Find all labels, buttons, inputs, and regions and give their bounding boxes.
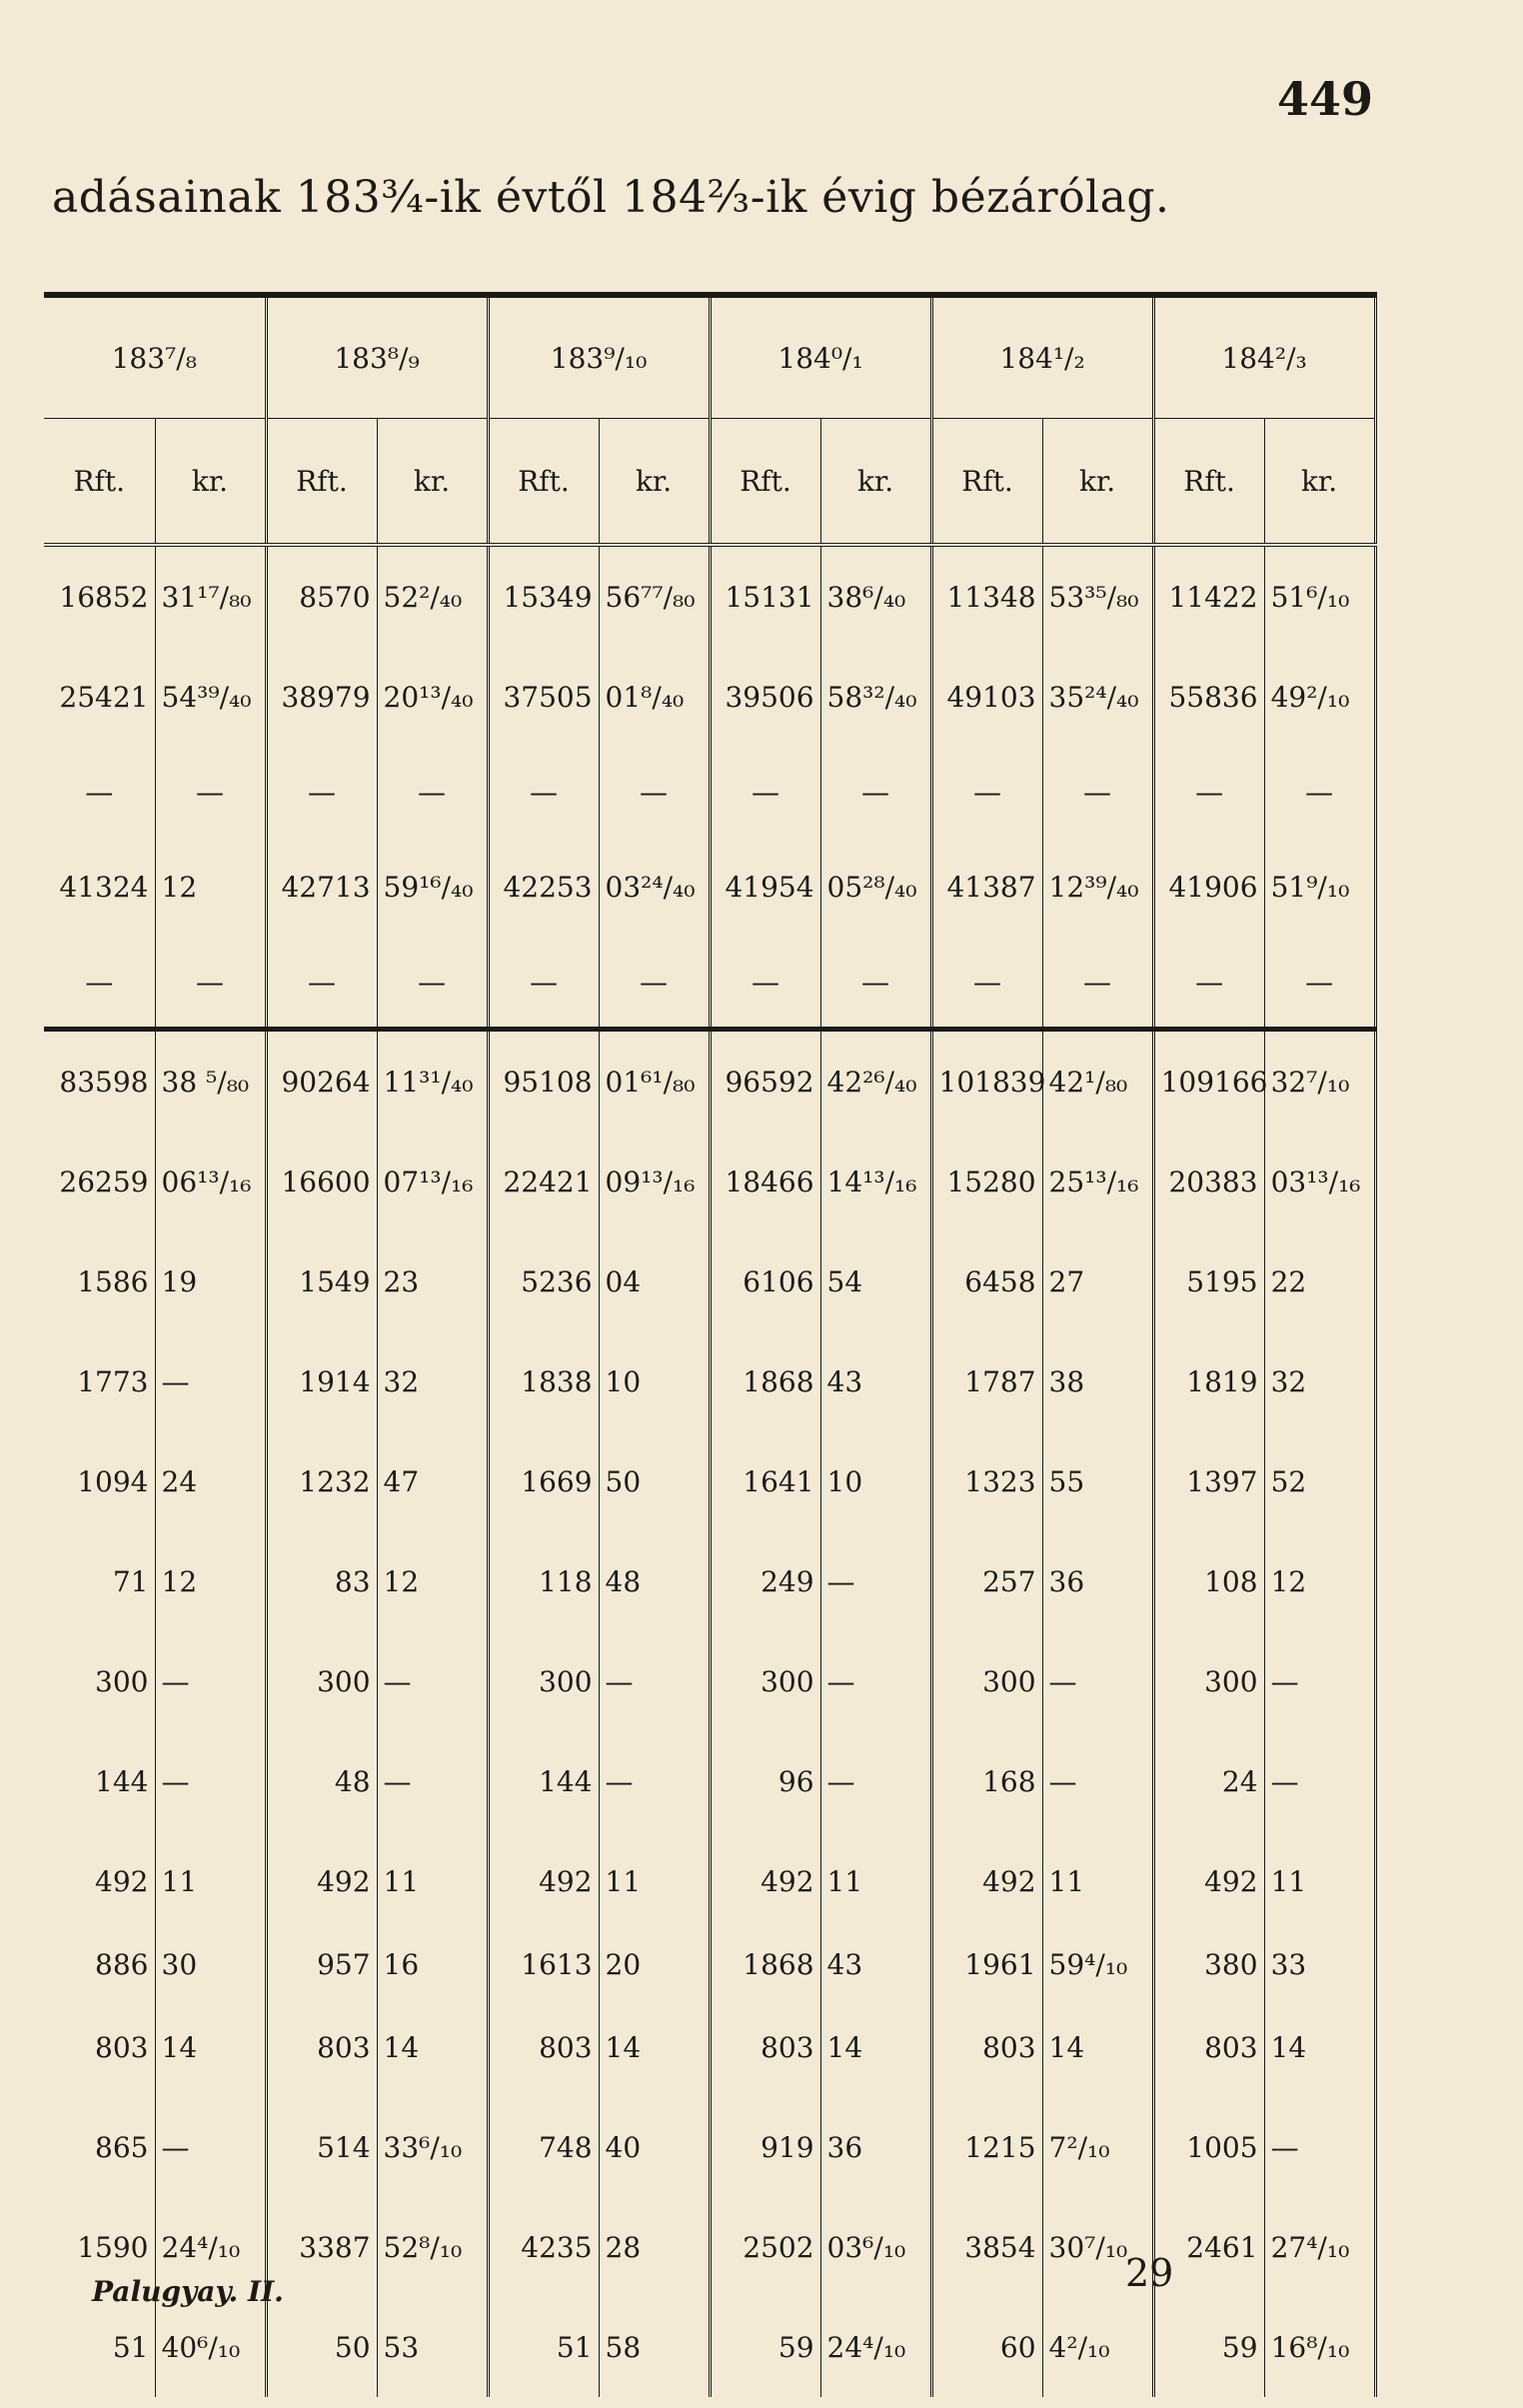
rft-cell: 15349 [488, 545, 599, 647]
table-row [44, 1132, 1375, 1231]
rft-cell: 492 [931, 1831, 1042, 1931]
table-row [44, 837, 1375, 937]
rft-cell: 1232 [266, 1431, 377, 1531]
rft-cell: — [1153, 937, 1264, 1030]
rft-cell: 49103 [931, 647, 1042, 747]
rft-cell: 96 [710, 1731, 820, 1831]
rft-cell: 1397 [1153, 1431, 1264, 1531]
rft-cell: — [44, 747, 155, 837]
kr-cell: 47 [377, 1431, 488, 1531]
table-row [44, 545, 1375, 647]
unit-rft-header: Rft. [44, 419, 155, 546]
kr-cell: 03¹³/₁₆ [1264, 1132, 1375, 1231]
kr-cell: 12 [377, 1531, 488, 1631]
kr-cell: 14 [1042, 1997, 1153, 2097]
rft-cell: 42713 [266, 837, 377, 937]
unit-kr-header: kr. [1264, 419, 1375, 546]
rft-cell: 803 [1153, 1997, 1264, 2097]
rft-cell: 42253 [488, 837, 599, 937]
kr-cell: 40 [599, 2097, 710, 2197]
table-row [44, 1431, 1375, 1531]
kr-cell: 01⁶¹/₈₀ [599, 1030, 710, 1133]
kr-cell: — [820, 1631, 931, 1731]
kr-cell: 54³⁹/₄₀ [155, 647, 266, 747]
rft-cell: 6458 [931, 1231, 1042, 1331]
kr-cell: 05²⁸/₄₀ [820, 837, 931, 937]
kr-cell: — [377, 1731, 488, 1831]
rft-cell: 51 [488, 2297, 599, 2397]
table-row [44, 1731, 1375, 1831]
kr-cell: — [155, 747, 266, 837]
rft-cell: 24 [1153, 1731, 1264, 1831]
kr-cell: — [155, 2097, 266, 2197]
kr-cell: — [1042, 937, 1153, 1030]
rft-cell: 25421 [44, 647, 155, 747]
rft-cell: 1914 [266, 1331, 377, 1431]
rft-cell: 300 [931, 1631, 1042, 1731]
kr-cell: 51⁹/₁₀ [1264, 837, 1375, 937]
year-header-row [44, 295, 1375, 419]
rft-cell: — [488, 747, 599, 837]
rft-cell: 118 [488, 1531, 599, 1631]
kr-cell: — [1264, 937, 1375, 1030]
rft-cell: — [488, 937, 599, 1030]
rft-cell: 6106 [710, 1231, 820, 1331]
kr-cell: 42²⁶/₄₀ [820, 1030, 931, 1133]
kr-cell: — [1264, 1731, 1375, 1831]
rft-cell: 1773 [44, 1331, 155, 1431]
rft-cell: — [710, 937, 820, 1030]
kr-cell: 12 [155, 1531, 266, 1631]
kr-cell: 24⁴/₁₀ [820, 2297, 931, 2397]
rft-cell: 300 [1153, 1631, 1264, 1731]
kr-cell: — [1042, 1731, 1153, 1831]
kr-cell: 52²/₄₀ [377, 545, 488, 647]
rft-cell: 249 [710, 1531, 820, 1631]
rft-cell: 41906 [1153, 837, 1264, 937]
rft-cell: 300 [488, 1631, 599, 1731]
rft-cell: — [44, 937, 155, 1030]
table-row [44, 1231, 1375, 1331]
kr-cell: — [155, 1731, 266, 1831]
rft-cell: 2461 [1153, 2197, 1264, 2297]
kr-cell: 50 [599, 1431, 710, 1531]
kr-cell: 38 [1042, 1331, 1153, 1431]
kr-cell: 38 ⁵/₈₀ [155, 1030, 266, 1133]
kr-cell: — [1042, 747, 1153, 837]
kr-cell: 30⁷/₁₀ [1042, 2197, 1153, 2297]
unit-kr-header: kr. [820, 419, 931, 546]
rft-cell: 5195 [1153, 1231, 1264, 1331]
kr-cell: 59¹⁶/₄₀ [377, 837, 488, 937]
kr-cell: — [599, 747, 710, 837]
rft-cell: 51 [44, 2297, 155, 2397]
rft-cell: 22421 [488, 1132, 599, 1231]
kr-cell: 11³¹/₄₀ [377, 1030, 488, 1133]
rft-cell: 48 [266, 1731, 377, 1831]
rft-cell: 1868 [710, 1331, 820, 1431]
kr-cell: 12 [1264, 1531, 1375, 1631]
table-row [44, 1831, 1375, 1931]
kr-cell: — [599, 1631, 710, 1731]
rft-cell: 492 [1153, 1831, 1264, 1931]
rft-cell: 803 [710, 1997, 820, 2097]
kr-cell: 10 [820, 1431, 931, 1531]
table-row [44, 1531, 1375, 1631]
kr-cell: 58³²/₄₀ [820, 647, 931, 747]
rft-cell: 1005 [1153, 2097, 1264, 2197]
unit-rft-header: Rft. [1153, 419, 1264, 546]
table-row [44, 1997, 1375, 2097]
unit-kr-header: kr. [377, 419, 488, 546]
rft-cell: 38979 [266, 647, 377, 747]
table-row [44, 937, 1375, 1030]
kr-cell: 53 [377, 2297, 488, 2397]
kr-cell: 33⁶/₁₀ [377, 2097, 488, 2197]
rft-cell: 803 [266, 1997, 377, 2097]
rft-cell: 90264 [266, 1030, 377, 1133]
page-number: 449 [1276, 72, 1373, 126]
rft-cell: — [1153, 747, 1264, 837]
rft-cell: 1838 [488, 1331, 599, 1431]
rft-cell: 108 [1153, 1531, 1264, 1631]
rft-cell: 1819 [1153, 1331, 1264, 1431]
unit-kr-header: kr. [155, 419, 266, 546]
rft-cell: 71 [44, 1531, 155, 1631]
kr-cell: 55 [1042, 1431, 1153, 1531]
unit-header-row [44, 419, 1375, 546]
rft-cell: 2502 [710, 2197, 820, 2297]
kr-cell: 33 [1264, 1931, 1375, 1997]
kr-cell: 30 [155, 1931, 266, 1997]
table-row [44, 2097, 1375, 2197]
kr-cell: 35²⁴/₄₀ [1042, 647, 1153, 747]
table-row [44, 1631, 1375, 1731]
rft-cell: 11422 [1153, 545, 1264, 647]
rft-cell: 59 [1153, 2297, 1264, 2397]
rft-cell: 957 [266, 1931, 377, 1997]
kr-cell: — [599, 1731, 710, 1831]
rft-cell: 300 [710, 1631, 820, 1731]
kr-cell: 11 [599, 1831, 710, 1931]
kr-cell: 14 [599, 1997, 710, 2097]
rft-cell: 37505 [488, 647, 599, 747]
table-row [44, 647, 1375, 747]
kr-cell: — [377, 747, 488, 837]
rft-cell: 83598 [44, 1030, 155, 1133]
rft-cell: 919 [710, 2097, 820, 2197]
rft-cell: 803 [44, 1997, 155, 2097]
year-header: 184¹/₂ [931, 295, 1153, 419]
kr-cell: 24⁴/₁₀ [155, 2197, 266, 2297]
rft-cell: 144 [44, 1731, 155, 1831]
rft-cell: 15280 [931, 1132, 1042, 1231]
kr-cell: 54 [820, 1231, 931, 1331]
kr-cell: 23 [377, 1231, 488, 1331]
rft-cell: 15131 [710, 545, 820, 647]
kr-cell: — [820, 1531, 931, 1631]
kr-cell: 12 [155, 837, 266, 937]
kr-cell: 03⁶/₁₀ [820, 2197, 931, 2297]
rft-cell: 803 [488, 1997, 599, 2097]
rft-cell: 18466 [710, 1132, 820, 1231]
kr-cell: — [1264, 747, 1375, 837]
rft-cell: 1641 [710, 1431, 820, 1531]
kr-cell: 14 [377, 1997, 488, 2097]
kr-cell: 12³⁹/₄₀ [1042, 837, 1153, 937]
kr-cell: 52⁸/₁₀ [377, 2197, 488, 2297]
rft-cell: 492 [266, 1831, 377, 1931]
rft-cell: 16600 [266, 1132, 377, 1231]
kr-cell: 25¹³/₁₆ [1042, 1132, 1153, 1231]
rft-cell: 41954 [710, 837, 820, 937]
kr-cell: 14 [155, 1997, 266, 2097]
unit-kr-header: kr. [599, 419, 710, 546]
rft-cell: 1787 [931, 1331, 1042, 1431]
rft-cell: 1215 [931, 2097, 1042, 2197]
page-heading: adásainak 183¾-ik évtől 184⅔-ik évig bézárólag. [52, 172, 1170, 223]
kr-cell: 11 [377, 1831, 488, 1931]
kr-cell: 42¹/₈₀ [1042, 1030, 1153, 1133]
kr-cell: 11 [1042, 1831, 1153, 1931]
kr-cell: 52 [1264, 1431, 1375, 1531]
kr-cell: — [155, 1631, 266, 1731]
revenue-table-container [44, 292, 1375, 2397]
kr-cell: 14¹³/₁₆ [820, 1132, 931, 1231]
kr-cell: 09¹³/₁₆ [599, 1132, 710, 1231]
rft-cell: 300 [266, 1631, 377, 1731]
kr-cell: 19 [155, 1231, 266, 1331]
kr-cell: — [155, 1331, 266, 1431]
rft-cell: — [266, 747, 377, 837]
rft-cell: 803 [931, 1997, 1042, 2097]
unit-rft-header: Rft. [266, 419, 377, 546]
kr-cell: 10 [599, 1331, 710, 1431]
unit-kr-header: kr. [1042, 419, 1153, 546]
rft-cell: 8570 [266, 545, 377, 647]
rft-cell: 95108 [488, 1030, 599, 1133]
rft-cell: 1549 [266, 1231, 377, 1331]
rft-cell: 5236 [488, 1231, 599, 1331]
rft-cell: 492 [44, 1831, 155, 1931]
kr-cell: — [1264, 2097, 1375, 2197]
kr-cell: 38⁶/₄₀ [820, 545, 931, 647]
rft-cell: — [931, 747, 1042, 837]
kr-cell: 53³⁵/₈₀ [1042, 545, 1153, 647]
rft-cell: 4235 [488, 2197, 599, 2297]
rft-cell: 55836 [1153, 647, 1264, 747]
kr-cell: 20¹³/₄₀ [377, 647, 488, 747]
kr-cell: 51⁶/₁₀ [1264, 545, 1375, 647]
kr-cell: 59⁴/₁₀ [1042, 1931, 1153, 1997]
kr-cell: 40⁶/₁₀ [155, 2297, 266, 2397]
rft-cell: 39506 [710, 647, 820, 747]
rft-cell: 41324 [44, 837, 155, 937]
kr-cell: 32 [377, 1331, 488, 1431]
kr-cell: 04 [599, 1231, 710, 1331]
year-header: 183⁷/₈ [44, 295, 266, 419]
kr-cell: — [377, 937, 488, 1030]
rft-cell: 20383 [1153, 1132, 1264, 1231]
kr-cell: 14 [820, 1997, 931, 2097]
kr-cell: 36 [820, 2097, 931, 2197]
rft-cell: 96592 [710, 1030, 820, 1133]
kr-cell: — [820, 747, 931, 837]
rft-cell: 1590 [44, 2197, 155, 2297]
table-body [44, 545, 1375, 2397]
revenue-table [44, 292, 1377, 2397]
kr-cell: 36 [1042, 1531, 1153, 1631]
unit-rft-header: Rft. [710, 419, 820, 546]
kr-cell: 20 [599, 1931, 710, 1997]
rft-cell: 3387 [266, 2197, 377, 2297]
rft-cell: 1586 [44, 1231, 155, 1331]
table-row [44, 1931, 1375, 1997]
kr-cell: 03²⁴/₄₀ [599, 837, 710, 937]
kr-cell: 06¹³/₁₆ [155, 1132, 266, 1231]
kr-cell: 49²/₁₀ [1264, 647, 1375, 747]
rft-cell: 26259 [44, 1132, 155, 1231]
unit-rft-header: Rft. [931, 419, 1042, 546]
kr-cell: 43 [820, 1931, 931, 1997]
rft-cell: 168 [931, 1731, 1042, 1831]
rft-cell: 1868 [710, 1931, 820, 1997]
rft-cell: 41387 [931, 837, 1042, 937]
signature-mark: 29 [1125, 2251, 1174, 2295]
rft-cell: 865 [44, 2097, 155, 2197]
kr-cell: — [820, 1731, 931, 1831]
rft-cell: 3854 [931, 2197, 1042, 2297]
kr-cell: 24 [155, 1431, 266, 1531]
rft-cell: 1669 [488, 1431, 599, 1531]
rft-cell: 83 [266, 1531, 377, 1631]
kr-cell: 4²/₁₀ [1042, 2297, 1153, 2397]
kr-cell: — [1042, 1631, 1153, 1731]
kr-cell: 32⁷/₁₀ [1264, 1030, 1375, 1133]
rft-cell: 16852 [44, 545, 155, 647]
kr-cell: — [820, 937, 931, 1030]
year-header: 183⁹/₁₀ [488, 295, 710, 419]
kr-cell: — [599, 937, 710, 1030]
kr-cell: 31¹⁷/₈₀ [155, 545, 266, 647]
rft-cell: 1961 [931, 1931, 1042, 1997]
kr-cell: 11 [155, 1831, 266, 1931]
rft-cell: 748 [488, 2097, 599, 2197]
kr-cell: 27⁴/₁₀ [1264, 2197, 1375, 2297]
rft-cell: 1613 [488, 1931, 599, 1997]
rft-cell: — [710, 747, 820, 837]
rft-cell: 1323 [931, 1431, 1042, 1531]
rft-cell: 11348 [931, 545, 1042, 647]
kr-cell: 07¹³/₁₆ [377, 1132, 488, 1231]
kr-cell: 14 [1264, 1997, 1375, 2097]
table-row [44, 1030, 1375, 1133]
rft-cell: 514 [266, 2097, 377, 2197]
kr-cell: 01⁸/₄₀ [599, 647, 710, 747]
rft-cell: 257 [931, 1531, 1042, 1631]
kr-cell: 16⁸/₁₀ [1264, 2297, 1375, 2397]
rft-cell: — [266, 937, 377, 1030]
year-header: 184⁰/₁ [710, 295, 931, 419]
kr-cell: 43 [820, 1331, 931, 1431]
rft-cell: 50 [266, 2297, 377, 2397]
rft-cell: 60 [931, 2297, 1042, 2397]
kr-cell: 22 [1264, 1231, 1375, 1331]
kr-cell: 48 [599, 1531, 710, 1631]
year-header: 183⁸/₉ [266, 295, 488, 419]
rft-cell: 59 [710, 2297, 820, 2397]
table-row [44, 747, 1375, 837]
year-header: 184²/₃ [1153, 295, 1375, 419]
footer-author: Palugyay. II. [92, 2275, 284, 2308]
kr-cell: — [155, 937, 266, 1030]
kr-cell: 7²/₁₀ [1042, 2097, 1153, 2197]
unit-rft-header: Rft. [488, 419, 599, 546]
rft-cell: 101839 [931, 1030, 1042, 1133]
kr-cell: — [377, 1631, 488, 1731]
rft-cell: 492 [488, 1831, 599, 1931]
kr-cell: — [1264, 1631, 1375, 1731]
table-row [44, 1331, 1375, 1431]
kr-cell: 56⁷⁷/₈₀ [599, 545, 710, 647]
table-row [44, 2297, 1375, 2397]
kr-cell: 27 [1042, 1231, 1153, 1331]
rft-cell: 380 [1153, 1931, 1264, 1997]
kr-cell: 28 [599, 2197, 710, 2297]
rft-cell: 492 [710, 1831, 820, 1931]
kr-cell: 32 [1264, 1331, 1375, 1431]
rft-cell: — [931, 937, 1042, 1030]
rft-cell: 300 [44, 1631, 155, 1731]
rft-cell: 144 [488, 1731, 599, 1831]
kr-cell: 11 [1264, 1831, 1375, 1931]
kr-cell: 11 [820, 1831, 931, 1931]
kr-cell: 58 [599, 2297, 710, 2397]
kr-cell: 16 [377, 1931, 488, 1997]
rft-cell: 886 [44, 1931, 155, 1997]
rft-cell: 109166 [1153, 1030, 1264, 1133]
rft-cell: 1094 [44, 1431, 155, 1531]
